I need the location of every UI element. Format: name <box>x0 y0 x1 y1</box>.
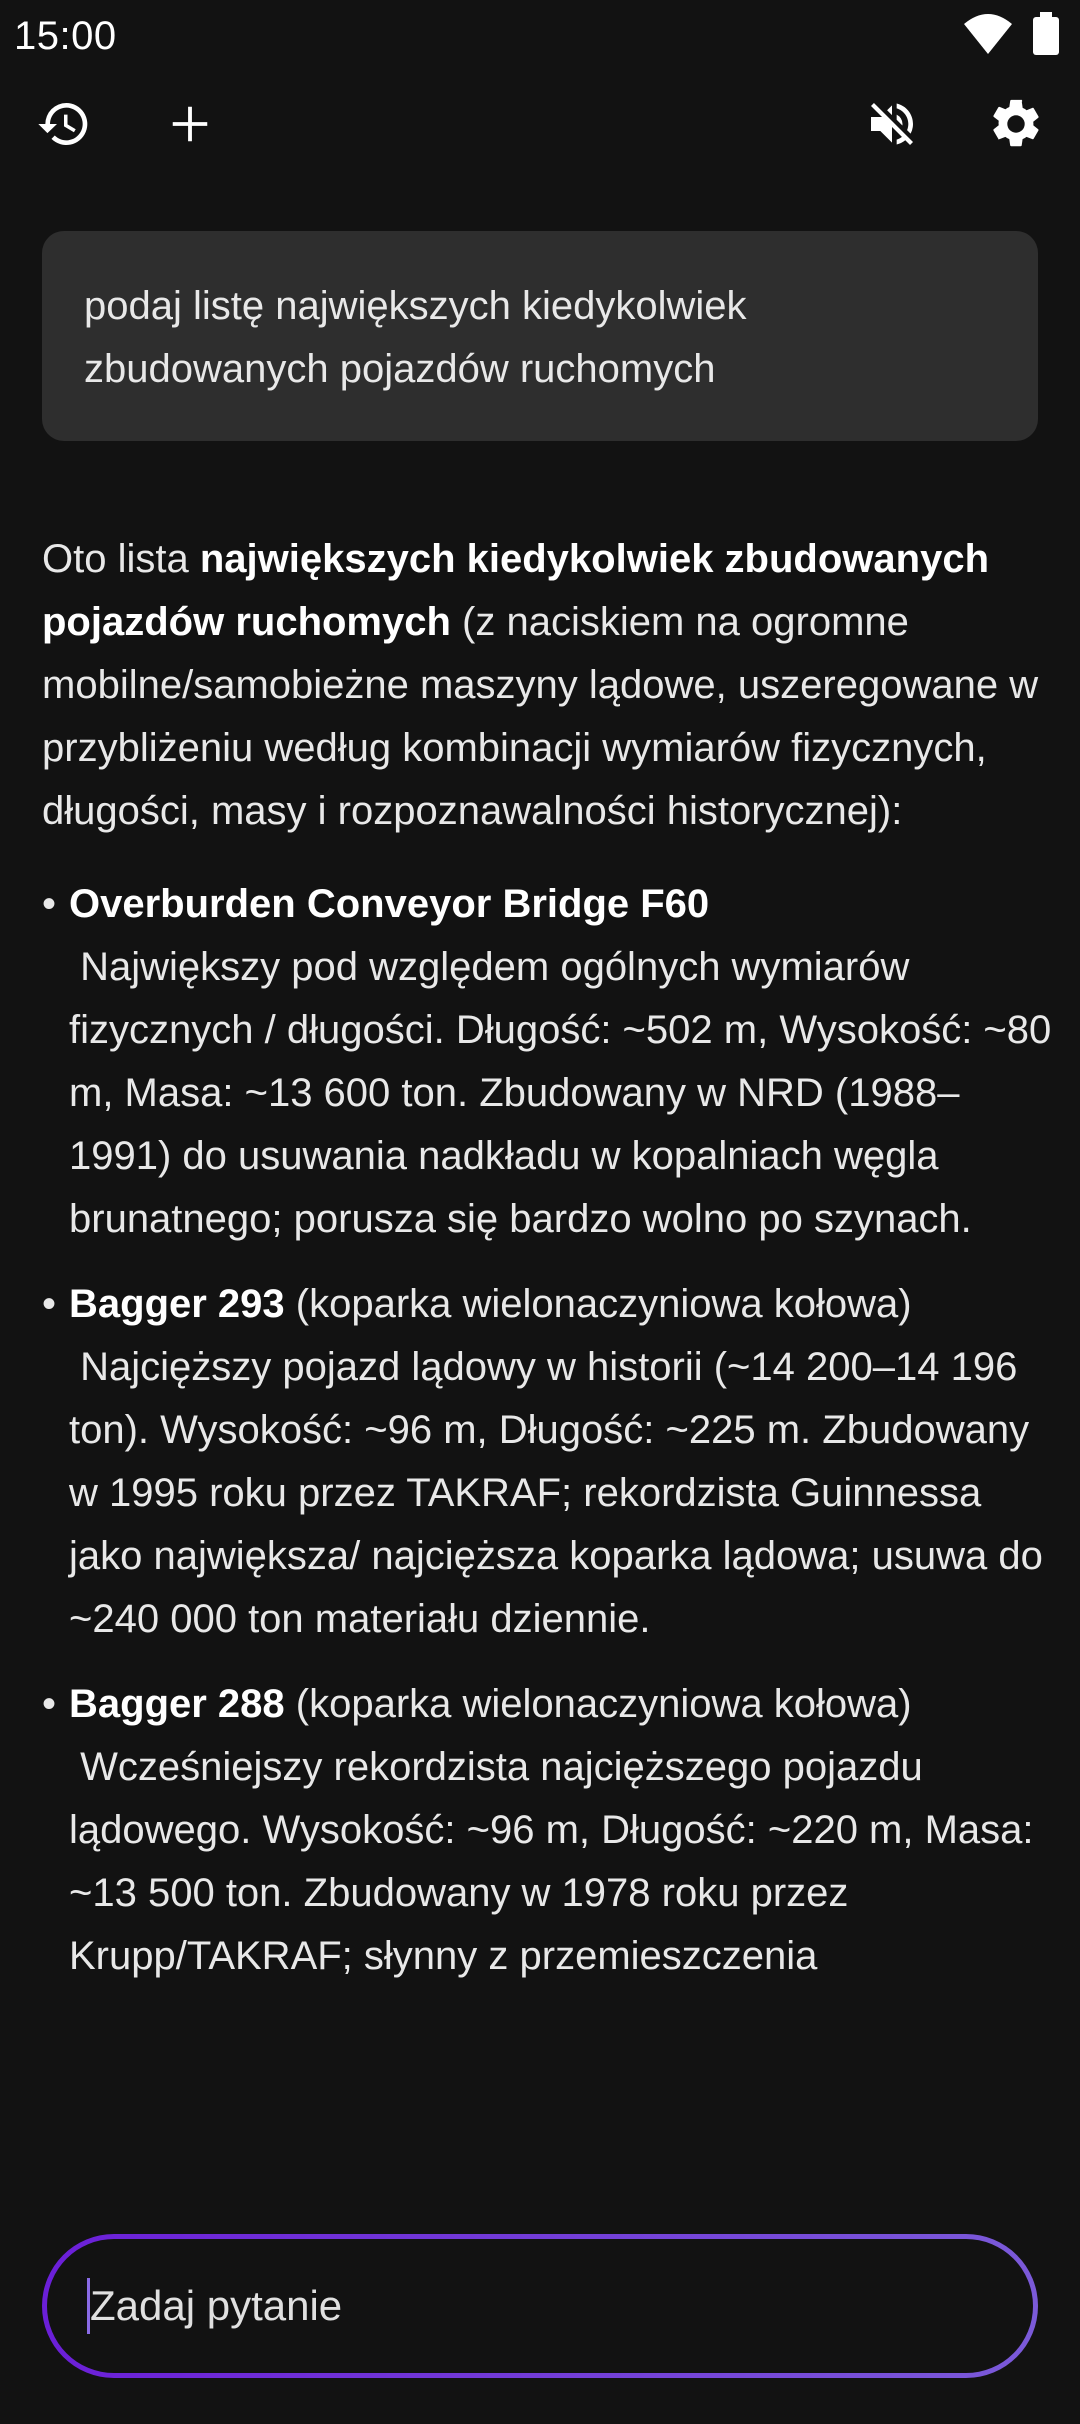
answer-intro <box>42 528 1052 843</box>
bullet-icon: • <box>42 882 57 926</box>
item-subtitle: (koparka wielonaczyniowa kołowa) <box>284 1282 912 1326</box>
new-chat-button[interactable] <box>150 86 230 166</box>
intro-text: Oto lista <box>42 537 200 581</box>
item-description: Najcięższy pojazd lądowy w historii (~14 200–14 196 ton). Wysokość: ~96 m, Długość: ~225 m. Zbudowany w 1995 roku przez TAKRAF; rekordzista Guinnessa jako największa/ najcięższa koparka lądowa; usuwa do ~240 000 ton materiału dziennie. <box>69 1345 1043 1641</box>
input-placeholder: Zadaj pytanie <box>90 2282 343 2329</box>
item-subtitle: (koparka wielonaczyniowa kołowa) <box>284 1682 912 1726</box>
list-item <box>42 873 1052 1251</box>
volume-off-icon <box>864 96 920 157</box>
battery-icon <box>1032 12 1060 61</box>
intro-text-rest: (z naciskiem na ogromne mobilne/samobieżne maszyny lądowe, uszeregowane w przybliżeniu według kombinacji wymiarów fizycznych, długości, masy i rozpoznawalności historycznej): <box>42 600 1039 833</box>
item-description: Wcześniejszy rekordzista najcięższego pojazdu lądowego. Wysokość: ~96 m, Długość: ~220 m, Masa: ~13 500 ton. Zbudowany w 1978 roku przez Krupp/TAKRAF; słynny z przemieszczenia <box>69 1745 1034 1978</box>
item-title: Bagger 288 <box>69 1682 285 1726</box>
status-icons <box>962 12 1060 61</box>
status-time: 15:00 <box>14 14 117 58</box>
user-message-text: podaj listę największych kiedykolwiek zbudowanych pojazdów ruchomych <box>84 284 747 391</box>
bullet-icon: • <box>42 1682 57 1726</box>
user-message-bubble <box>42 231 1038 441</box>
assistant-answer <box>42 528 1052 2010</box>
list-item <box>42 1273 1052 1651</box>
plus-icon <box>167 101 213 152</box>
bullet-icon: • <box>42 1282 57 1326</box>
settings-button[interactable] <box>976 86 1056 166</box>
item-title: Overburden Conveyor Bridge F60 <box>69 882 710 926</box>
mute-button[interactable] <box>852 86 932 166</box>
wifi-icon <box>962 12 1014 61</box>
question-input-container[interactable] <box>42 2234 1038 2378</box>
item-description: Największy pod względem ogólnych wymiarów fizycznych / długości. Długość: ~502 m, Wysokość: ~80 m, Masa: ~13 600 ton. Zbudowany w NRD (1988–1991) do usuwania nadkładu w kopalniach węgla brunatnego; porusza się bardzo wolno po szynach. <box>69 945 1052 1241</box>
intro-bold-text: największych kiedykolwiek zbudowanych pojazdów ruchomych <box>42 537 990 644</box>
history-button[interactable] <box>24 86 104 166</box>
list-item <box>42 1673 1052 1988</box>
item-title: Bagger 293 <box>69 1282 285 1326</box>
history-icon <box>36 96 92 157</box>
question-input[interactable] <box>47 2239 1033 2373</box>
status-bar <box>0 0 1080 80</box>
gear-icon <box>987 95 1045 158</box>
